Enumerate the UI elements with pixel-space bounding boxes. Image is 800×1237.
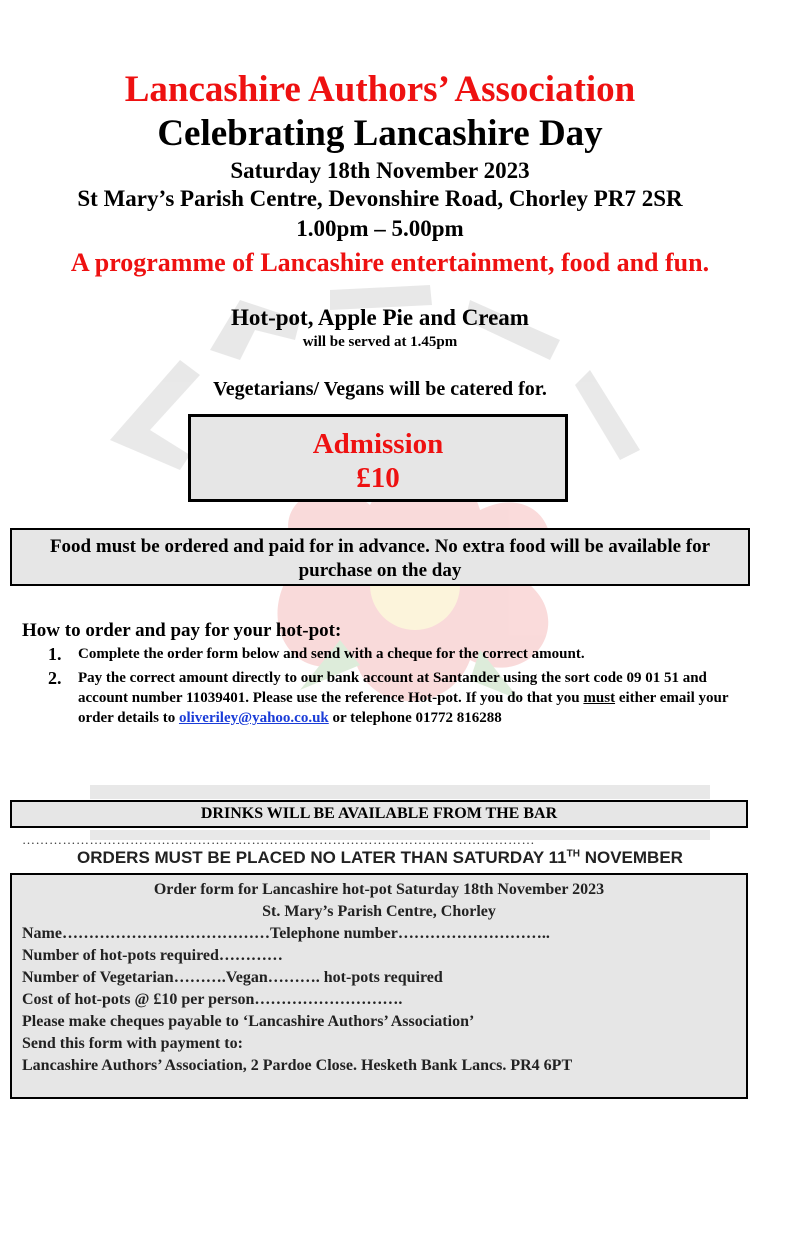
step-number: 2. [48, 668, 62, 688]
how-to-heading: How to order and pay for your hot-pot: [22, 620, 342, 641]
order-form-quantity-line: Number of hot-pots required………… [22, 947, 283, 964]
event-time: 1.00pm – 5.00pm [296, 216, 464, 241]
organisation-name: Lancashire Authors’ Association [124, 69, 636, 110]
order-form [10, 873, 748, 1099]
order-form-name-line: Name…………………………………Telephone number……………………….. [22, 925, 550, 942]
event-title: Celebrating Lancashire Day [157, 113, 603, 154]
must-emphasis: must [583, 690, 616, 706]
menu-dishes: Hot-pot, Apple Pie and Cream [231, 305, 529, 330]
step-text: Complete the order form below and send with a cheque for the correct amount. [78, 646, 585, 662]
admission-label: Admission [312, 428, 444, 460]
email-link[interactable]: oliveriley@yahoo.co.uk [178, 710, 329, 726]
serve-time: will be served at 1.45pm [302, 334, 458, 350]
deadline-month: NOVEMBER [579, 848, 683, 867]
step-text-part: Pay the correct amount directly to our bank account at Santander using the sort code 09 01 51 and account number 11039401. Please use the reference Hot-pot. If you do that you [78, 670, 707, 706]
dotted-separator: …………………………………………………………………………………………………… [22, 832, 535, 847]
drinks-notice: DRINKS WILL BE AVAILABLE FROM THE BAR [10, 800, 748, 828]
event-venue: St Mary’s Parish Centre, Devonshire Road, Chorley PR7 2SR [77, 186, 683, 211]
dietary-note: Vegetarians/ Vegans will be catered for. [213, 378, 547, 400]
step-item [48, 668, 748, 728]
step-text-part: or telephone 01772 816288 [328, 710, 502, 726]
deadline-text: ORDERS MUST BE PLACED NO LATER THAN SATURDAY 11 [77, 848, 567, 867]
order-form-cheque-line: Please make cheques payable to ‘Lancashire Authors’ Association’ [22, 1013, 475, 1030]
order-form-cost-line: Cost of hot-pots @ £10 per person………………………. [22, 991, 403, 1008]
event-date: Saturday 18th November 2023 [230, 158, 530, 183]
step-item [48, 644, 748, 664]
how-to-steps [48, 644, 748, 732]
admission-price: £10 [356, 462, 400, 494]
admission-box [188, 414, 568, 502]
order-form-title: Order form for Lancashire hot-pot Saturday 18th November 2023 [153, 881, 605, 898]
step-text [78, 668, 748, 728]
step-text-part: either email your order details to [78, 690, 729, 726]
event-tagline: A programme of Lancashire entertainment, food and fun. [70, 248, 710, 277]
order-form-diet-line: Number of Vegetarian……….Vegan………. hot-pots required [22, 969, 443, 986]
order-form-send-line: Send this form with payment to: [22, 1035, 243, 1052]
step-number: 1. [48, 644, 62, 664]
order-deadline [0, 848, 760, 868]
advance-order-notice: Food must be ordered and paid for in advance. No extra food will be available for purchase on the day [10, 528, 750, 586]
deadline-ordinal: TH [566, 848, 580, 860]
order-form-venue: St. Mary’s Parish Centre, Chorley [262, 903, 496, 920]
order-form-address-line: Lancashire Authors’ Association, 2 Pardoe Close. Hesketh Bank Lancs. PR4 6PT [22, 1057, 573, 1074]
